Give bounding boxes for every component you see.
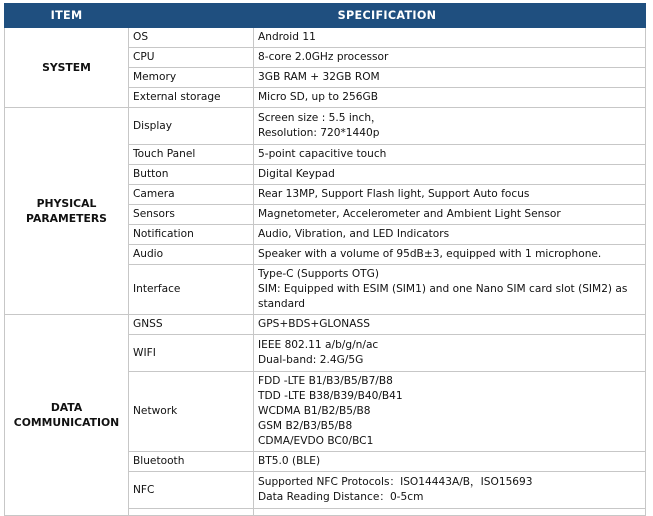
value-os: Android 11 [254,28,646,48]
value-interface: Type-C (Supports OTG) SIM: Equipped with ESIM (SIM1) and one Nano SIM card slot (SIM2) as standard [254,265,646,315]
table-row [5,108,646,145]
cut-off-cell [129,509,254,516]
category-system: SYSTEM [5,28,129,108]
item-cpu: CPU [129,48,254,68]
header-specification: SPECIFICATION [129,4,646,28]
value-button: Digital Keypad [254,165,646,185]
value-network: FDD -LTE B1/B3/B5/B7/B8 TDD -LTE B38/B39/B40/B41 WCDMA B1/B2/B5/B8 GSM B2/B3/B5/B8 CDMA/EVDO BC0/BC1 [254,372,646,452]
value-memory: 3GB RAM + 32GB ROM [254,68,646,88]
category-physical-parameters: PHYSICAL PARAMETERS [5,108,129,315]
table-row [5,28,646,48]
item-sensors: Sensors [129,205,254,225]
item-audio: Audio [129,245,254,265]
value-sensors: Magnetometer, Accelerometer and Ambient Light Sensor [254,205,646,225]
value-cpu: 8-core 2.0GHz processor [254,48,646,68]
item-network: Network [129,372,254,452]
value-touch-panel: 5-point capacitive touch [254,145,646,165]
item-gnss: GNSS [129,315,254,335]
item-bluetooth: Bluetooth [129,452,254,472]
item-os: OS [129,28,254,48]
value-nfc: Supported NFC Protocols：ISO14443A/B，ISO15693 Data Reading Distance：0-5cm [254,472,646,509]
value-display: Screen size : 5.5 inch， Resolution: 720*1440p [254,108,646,145]
cut-off-cell [254,509,646,516]
item-display: Display [129,108,254,145]
value-gnss: GPS+BDS+GLONASS [254,315,646,335]
item-nfc: NFC [129,472,254,509]
category-data-communication: DATA COMMUNICATION [5,315,129,516]
value-audio: Speaker with a volume of 95dB±3, equipped with 1 microphone. [254,245,646,265]
value-wifi: IEEE 802.11 a/b/g/n/ac Dual-band: 2.4G/5G [254,335,646,372]
item-memory: Memory [129,68,254,88]
value-camera: Rear 13MP, Support Flash light, Support Auto focus [254,185,646,205]
item-external-storage: External storage [129,88,254,108]
item-touch-panel: Touch Panel [129,145,254,165]
value-external-storage: Micro SD, up to 256GB [254,88,646,108]
item-interface: Interface [129,265,254,315]
header-item: ITEM [5,4,129,28]
item-wifi: WIFI [129,335,254,372]
item-camera: Camera [129,185,254,205]
value-notification: Audio, Vibration, and LED Indicators [254,225,646,245]
item-button: Button [129,165,254,185]
value-bluetooth: BT5.0 (BLE) [254,452,646,472]
table-row [5,315,646,335]
table-header-row [5,4,646,28]
specification-table [4,3,646,516]
item-notification: Notification [129,225,254,245]
